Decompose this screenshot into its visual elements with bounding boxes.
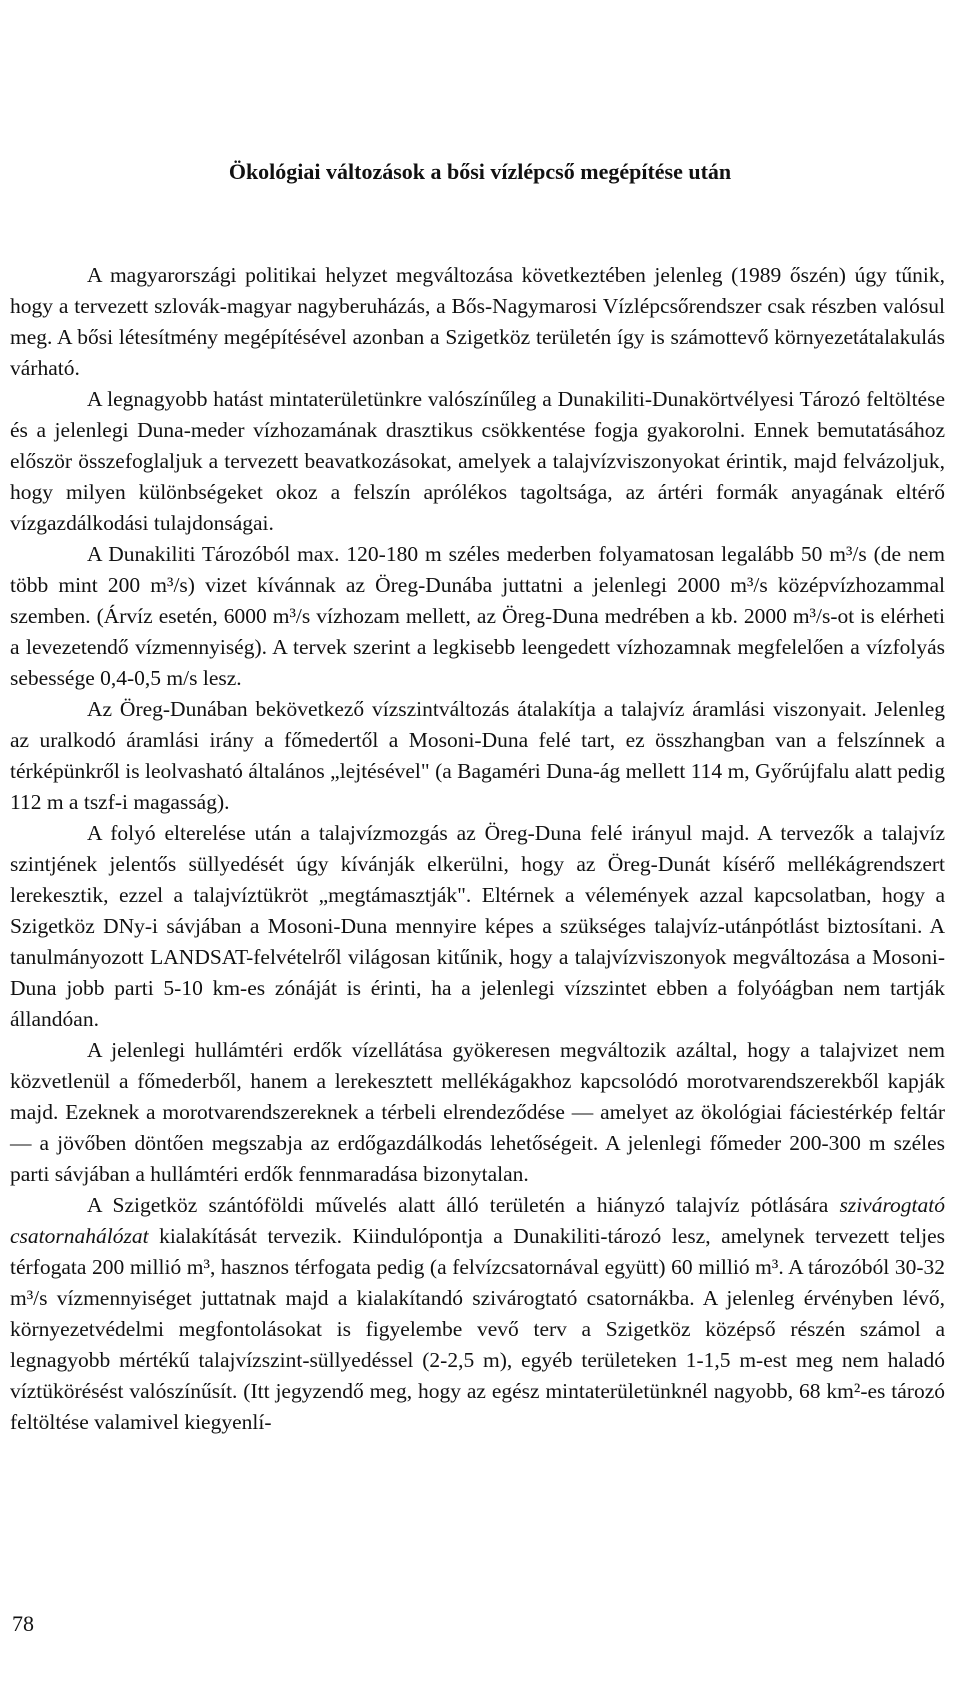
- paragraph-3: A Dunakiliti Tározóból max. 120-180 m széles mederben folyamatosan legalább 50 m³/s (de nem több mint 200 m³/s) vizet kívánnak az Öreg-Dunába juttatni a jelenlegi 2000 m³/s középvízhozammal szemben. (Árvíz esetén, 6000 m³/s vízhozam mellett, az Öreg-Duna medrében a kb. 2000 m³/s-ot is elérheti a levezetendő vízmennyiség). A tervek szerint a legkisebb leengedett vízhozamnak megfelelően a vízfolyás sebessége 0,4-0,5 m/s lesz.: [10, 542, 945, 690]
- paragraph-7-end: kialakítását tervezik. Kiindulópontja a Dunakiliti-tározó lesz, amelynek tervezett teljes térfogata 200 millió m³, hasznos térfogata pedig (a felvízcsatornával együtt) 60 millió m³. A tározóból 30-32 m³/s vízmennyiséget juttatnak majd a kialakítandó szivárogtató csatornákba. A jelenleg érvényben lévő, környezetvédelmi megfontolásokat is figyelembe vevő terv a Szigetköz középső részén számol a legnagyobb mértékű talajvízszint-süllyedéssel (2-2,5 m), egyéb területeken 1-1,5 m-est meg nem haladó víztükörésést valószínűsít. (Itt jegyzendő meg, hogy az egész mintaterületünknél nagyobb, 68 km²-es tározó feltöltése valamivel kiegyenlí-: [10, 1224, 945, 1434]
- paragraph-7-italic-term: szivárogtató csatornahálózat: [10, 1193, 945, 1248]
- paragraph-2: A legnagyobb hatást mintaterületünkre valószínűleg a Dunakiliti-Dunakörtvélyesi Tározó feltöltése és a jelenlegi Duna-meder vízhozamának drasztikus csökkentése fogja gyakorolni. Ennek bemutatásához először összefoglaljuk a tervezett beavatkozásokat, amelyek a talajvízviszonyokat érintik, majd felvázoljuk, hogy milyen különbségeket okoz a felszín aprólékos tagoltsága, az ártéri formák anyagának eltérő vízgazdálkodási tulajdonságai.: [10, 387, 945, 535]
- paragraph-6: A jelenlegi hullámtéri erdők vízellátása gyökeresen megváltozik azáltal, hogy a talajvizet nem közvetlenül a főmederből, hanem a lerekesztett mellékágakhoz kapcsolódó morotvarendszerekből kapják majd. Ezeknek a morotvarendszereknek a térbeli elrendeződése — amelyet az ökológiai fáciestérkép feltár — a jövőben döntően megszabja az erdőgazdálkodás lehetőségeit. A jelenlegi főmeder 200-300 m széles parti sávjában a hullámtéri erdők fennmaradása bizonytalan.: [10, 1038, 945, 1186]
- paragraph-7: [10, 1190, 945, 1438]
- page-title: Ökológiai változások a bősi vízlépcső megépítése után: [228, 159, 732, 184]
- page-number: 78: [12, 1611, 34, 1636]
- paragraph-1: A magyarországi politikai helyzet megváltozása következtében jelenleg (1989 őszén) úgy tűnik, hogy a tervezett szlovák-magyar nagyberuházás, a Bős-Nagymarosi Vízlépcsőrendszer csak részben valósul meg. A bősi létesítmény megépítésével azonban a Szigetköz területén így is számottevő környezetátalakulás várható.: [10, 263, 945, 380]
- paragraph-5: A folyó elterelése után a talajvízmozgás az Öreg-Duna felé irányul majd. A tervezők a talajvíz szintjének jelentős süllyedését úgy kívánják elkerülni, hogy az Öreg-Dunát kísérő mellékágrendszert lerekesztik, ezzel a talajvíztükröt „megtámasztják". Eltérnek a vélemények azzal kapcsolatban, hogy a Szigetköz DNy-i sávjában a Mosoni-Duna mennyire képes a szükséges talajvíz-utánpótlást biztosítani. A tanulmányozott LANDSAT-felvételről világosan kitűnik, hogy a talajvízviszonyok megváltozása a Mosoni-Duna jobb parti 5-10 km-es zónáját is érinti, ha a jelenlegi vízszintet ebben a folyóágban nem tartják állandóan.: [10, 821, 945, 1031]
- paragraph-7-start: A Szigetköz szántóföldi művelés alatt álló területén a hiányzó talajvíz pótlására: [87, 1193, 840, 1217]
- paragraph-4: Az Öreg-Dunában bekövetkező vízszintváltozás átalakítja a talajvíz áramlási viszonyait. Jelenleg az uralkodó áramlási irány a főmedertől a Mosoni-Duna felé tart, ez összhangban van a felszínnek a térképünkről is leolvasható általános „lejtésével" (a Bagaméri Duna-ág mellett 114 m, Győrújfalu alatt pedig 112 m a tszf-i magasság).: [10, 697, 945, 814]
- body-text: [10, 260, 945, 1438]
